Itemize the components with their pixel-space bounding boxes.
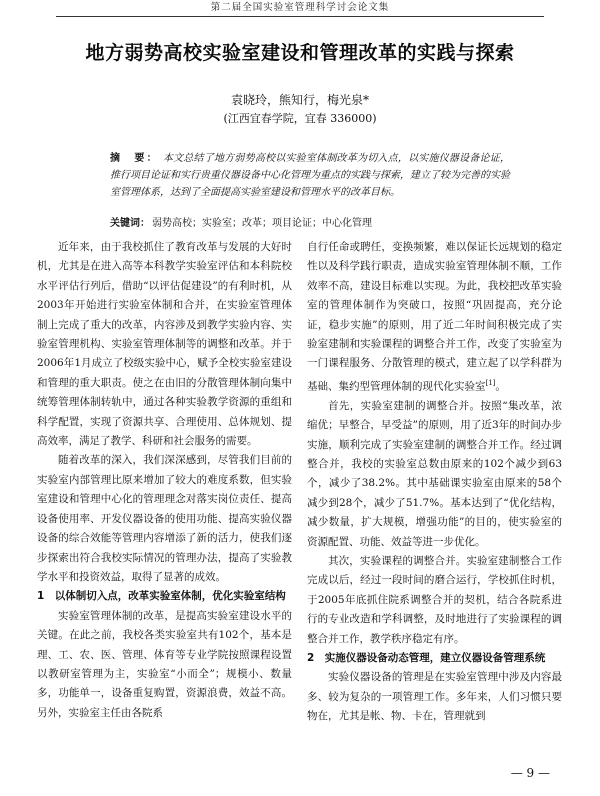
paragraph-text: 自行任命或聘任，变换频繁，难以保证长远规划的稳定性以及科学践行职责，造成实验室管理体制不顺，工作效率不高，建设目标难以实现。为此，我校把改革实验室的管理体制作为突破口，按照“巩固提高，充分论证，稳步实施”的原则，用了近二年时间积极完成了实验室建制和实验课程的调整合并工作，改变了实验室为一门课程服务、分散管理的模式，建立起了以学科群为基础、集约型管理体制的现代化实验室 (307, 241, 562, 393)
citation-ref: [1] (485, 378, 496, 387)
page-number: — 9 — (510, 766, 550, 780)
paragraph: 首先，实验室建制的调整合并。按照“集改革，浓缩优；早整合，早受益”的原则，用了近3年的时间办步实施，顺利完成了实验室建制的调整合并工作。经过调整合并，我校的实验室总数由原来的102个减少到63个，减少了38.2%。其中基础课实验室由原来的58个减少到28个，减少了51.7%。基本达到了“优化结构，减少数量，扩大规模，增强功能”的目的，使实验室的资源配置、功能、效益等进一步优化。 (307, 399, 562, 548)
right-column (307, 238, 562, 727)
section-heading-1: 1 以体制切入点，改革实验室体制，优化实验室结构 (37, 590, 286, 603)
paragraph: 随着改革的深入，我们深深感到，尽管我们目前的实验室内部管理比原来增加了较大的难度系数，但实验室建设和管理中心化的管理理念对落实岗位责任、提高设备使用率、开发仪器设备的使用功能、提高实验仪器设备的综合效能等管理内容增添了新的活力，使我们逐步探索出符合我校实际情况的管理办法，提高了实验教学水平和投资效益，取得了显著的成效。 (37, 454, 292, 583)
paragraph: 实验室管理体制的改革，是提高实验室建设水平的关键。在此之前，我校各类实验室共有102个，基本是理、工、农、医、管理、体育等专业学院按照课程设置以教研室管理为主，实验室“小而全”；规模小、数量多，功能单一，设备重复购置，资源浪费，效益不高。另外，实验室主任由各院系 (37, 609, 292, 719)
authors: 袁晓玲，熊知行，梅光泉* (230, 93, 369, 107)
left-column (37, 238, 292, 723)
paragraph: 近年来，由于我校抓住了教育改革与发展的大好时机，尤其是在进入高等本科教学实验室评估和本科院校水平评估行列后，借助“以评估促建设”的有利时机，从2003年开始进行实验室体制和合并，在实验室管理体制上完成了重大的改革，内容涉及到教学实验内容、实验室管理机构、实验室管理体制等的调整和改革。并于2006年1月成立了校级实验中心，赋予全校实验室建设和管理的重大职责。使之在由旧的分散管理体制向集中统筹管理体制转轨中，通过各种实验教学资源的重组和科学配置，实现了资源共享、合理使用、总体规划、提高效率，满足了教学、科研和社会服务的需要。 (37, 241, 292, 448)
keywords (110, 217, 510, 231)
paragraph: 实验仪器设备的管理是在实验室管理中涉及内容最多、较为复杂的一项管理工作。多年来，人们习惯只要物在，尤其是帐、物、卡在，管理就到 (307, 671, 562, 723)
abstract-text: 本文总结了地方弱势高校以实验室体制改革为切入点，以实施仪器设备论证，推行项目论证和实行贵重仪器设备中心化管理为重点的实践与探索，建立了较为完善的实验室管理体系，达到了全面提高实验室建设和管理水平的改革目标。 (110, 153, 511, 198)
paragraph (307, 238, 562, 397)
affiliation: (江西宜春学院，宜春 336000) (223, 112, 377, 125)
section-heading-2: 2 实施仪器设备动态管理，建立仪器设备管理系统 (307, 652, 546, 665)
abstract (110, 150, 510, 201)
paper-title: 地方弱势高校实验室建设和管理改革的实践与探索 (85, 42, 515, 64)
abstract-label: 摘 要： (110, 153, 159, 164)
keywords-text: 弱势高校；实验室；改革；项目论证；中心化管理 (152, 218, 372, 229)
paragraph: 其次，实验课程的调整合并。实验室建制整合工作完成以后，经过一段时间的磨合运行，学校抓住时机，于2005年底抓住院系调整合并的契机，结合各院系进行的专业改造和学科调整，及时地进行了实验课程的调整合并工作，教学秩序稳定有序。 (307, 555, 562, 645)
keywords-label: 关键词： (110, 218, 150, 229)
running-header: 第二届全国实验室管理科学讨会论文集 (56, 0, 544, 17)
paragraph-end: 。 (495, 380, 506, 393)
